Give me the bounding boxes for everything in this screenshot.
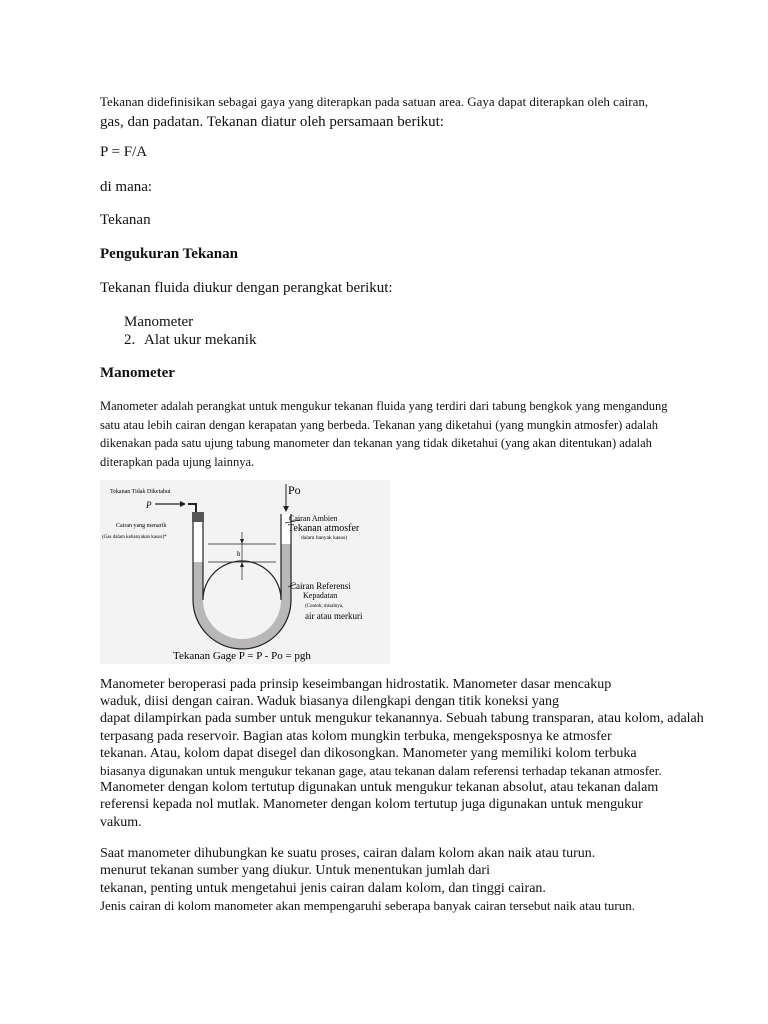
manometer-diagram (100, 480, 390, 664)
paragraph-line: menurut tekanan sumber yang diukur. Untuk menentukan jumlah dari (100, 863, 490, 879)
list-item: Manometer (124, 314, 194, 330)
ambient-fluid-label: Cairan Ambien (289, 514, 338, 523)
po-label: Po (288, 483, 301, 497)
paragraph-line: tekanan, penting untuk mengetahui jenis cairan dalam kolom, dan tinggi cairan. (100, 880, 546, 896)
operating-principle-paragraph (100, 676, 704, 831)
reference-fluid-label: Cairan Referensi (290, 581, 351, 591)
gas-note-label: (Gas dalam kebanyakan kasus)* (102, 535, 167, 540)
paragraph-line: Jenis cairan di kolom manometer akan mempengaruhi seberapa banyak cairan tersebut naik atau turun. (100, 898, 635, 914)
tekanan-text: Tekanan (100, 212, 151, 228)
intro-line-2: gas, dan padatan. Tekanan diatur oleh persamaan berikut: (100, 114, 444, 130)
paragraph-line: dapat dilampirkan pada sumber untuk mengukur tekanannya. Sebuah tabung transparan, atau kolom, adalah (100, 711, 704, 727)
unknown-pressure-label: Tekanan Tidak Diketahui (110, 489, 171, 495)
list-item: 2. Alat ukur mekanik (124, 332, 257, 348)
paragraph-line: biasanya digunakan untuk mengukur tekanan gage, atau tekanan dalam referensi terhadap tekanan atmosfer. (100, 763, 662, 779)
manometer-definition (100, 397, 668, 471)
definition-line: Manometer adalah perangkat untuk mengukur tekanan fluida yang terdiri dari tabung bengkok yang mengandung (100, 399, 668, 413)
heading-pengukuran-tekanan: Pengukuran Tekanan (100, 246, 238, 262)
di-mana-text: di mana: (100, 179, 153, 195)
gas-column (193, 520, 203, 562)
p-symbol: P (146, 500, 152, 510)
water-mercury-label: air atau merkuri (305, 611, 363, 621)
atm-pressure-label: Tekanan atmosfer (288, 523, 360, 534)
definition-line: satu atau lebih cairan dengan kerapatan yang berbeda. Tekanan yang diketahui (yang mungkin atmosfer) adalah (100, 417, 659, 432)
paragraph-line: Saat manometer dihubungkan ke suatu proses, cairan dalam kolom akan naik atau turun. (100, 846, 596, 861)
diagram-background (100, 480, 390, 664)
process-connection-paragraph (100, 845, 635, 915)
measured-fluid-label: Cairan yang menarik (116, 523, 167, 529)
paragraph-line: waduk, diisi dengan cairan. Waduk biasanya dilengkapi dengan titik koneksi yang (100, 694, 559, 710)
fluida-text: Tekanan fluida diukur dengan perangkat berikut: (100, 280, 393, 296)
definition-line: dikenakan pada satu ujung tabung manometer dan tekanan yang tidak diketahui (yang akan ditentukan) adalah (100, 436, 652, 450)
paragraph-line: Manometer dengan kolom tertutup digunakan untuk mengukur tekanan absolut, atau tekanan dalam (100, 780, 659, 796)
most-cases-label: dalam banyak kasus) (301, 535, 348, 541)
h-label: h (237, 550, 241, 558)
definition-line: diterapkan pada ujung lainnya. (100, 454, 255, 469)
density-label: Kepadatan (303, 591, 338, 600)
paragraph-line: terpasang pada reservoir. Bagian atas kolom mungkin terbuka, mengeksposnya ke atmosfer (100, 728, 612, 744)
intro-paragraph (100, 92, 648, 132)
intro-line-1: Tekanan didefinisikan sebagai gaya yang diterapkan pada satuan area. Gaya dapat diterapkan oleh cairan, (100, 94, 649, 109)
paragraph-line: Manometer beroperasi pada prinsip keseimbangan hidrostatik. Manometer dasar mencakup (100, 677, 612, 692)
gage-pressure-formula: Tekanan Gage P = P - Po = pgh (173, 650, 311, 662)
heading-manometer: Manometer (100, 365, 175, 381)
example-note-label: (Contoh, misalnya, (305, 604, 344, 609)
paragraph-line: tekanan. Atau, kolom dapat disegel dan dikosongkan. Manometer yang memiliki kolom terbuka (100, 745, 637, 761)
device-list (124, 313, 256, 349)
pressure-formula: P = F/A (100, 144, 148, 160)
connector-cap (192, 512, 204, 522)
paragraph-line: referensi kepada nol mutlak. Manometer dengan kolom tertutup juga digunakan untuk mengukur (100, 797, 643, 813)
paragraph-line: vakum. (100, 814, 142, 830)
